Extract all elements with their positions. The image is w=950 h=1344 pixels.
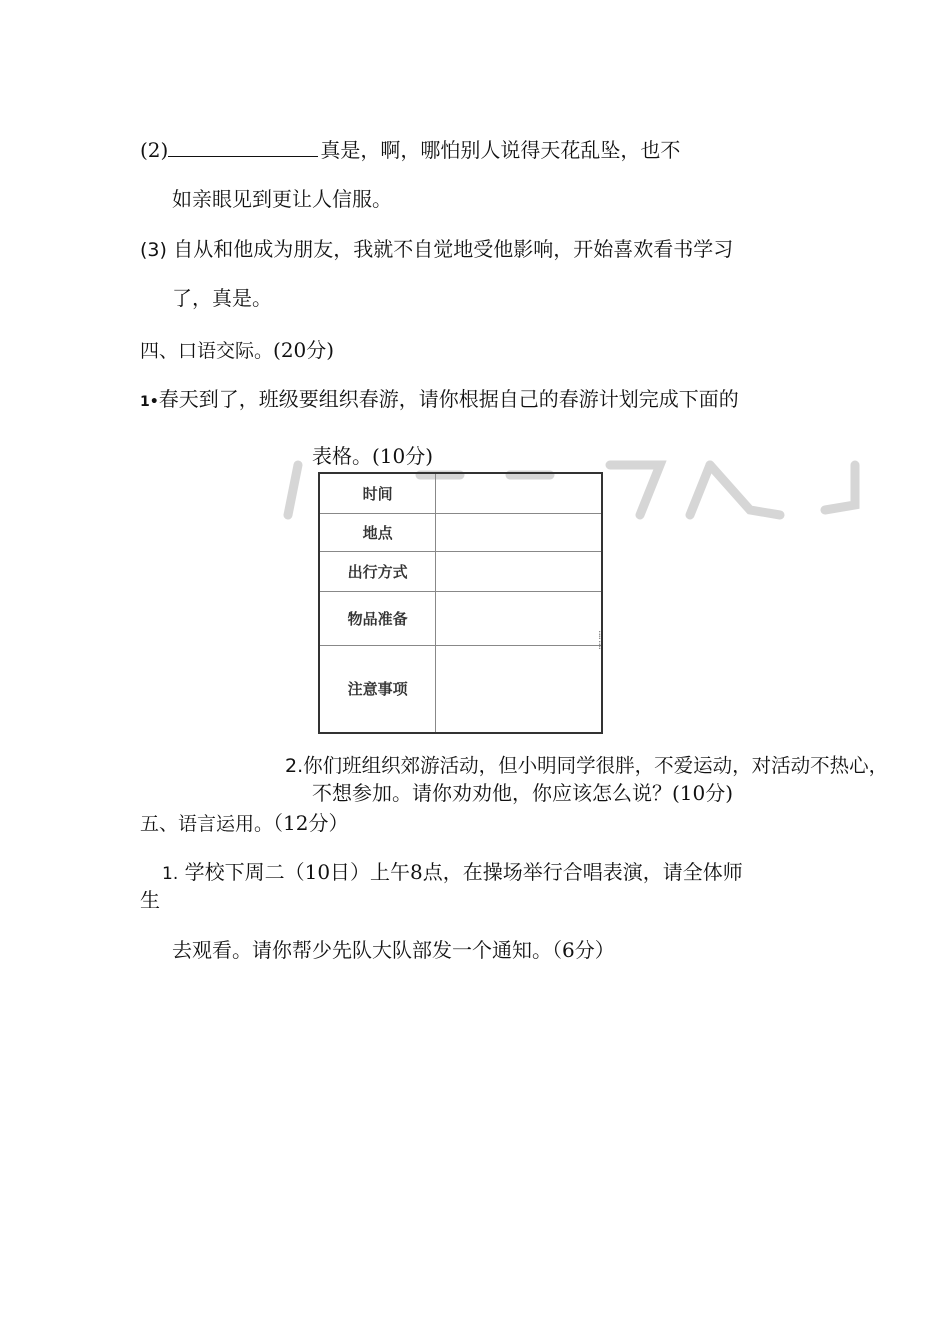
question-2-number: (2) (140, 138, 169, 162)
section-4-score: (20分) (273, 338, 335, 362)
question-2-line-1 (140, 136, 680, 164)
answer-blank[interactable] (168, 138, 318, 157)
table-row (319, 645, 602, 733)
question-2-text: 真是，啊，哪怕别人说得天花乱坠，也不 (320, 138, 681, 162)
section-5-heading (140, 809, 348, 838)
s5-question-1-text: 学校下周二（10日）上午8点，在操场举行合唱表演，请全体师 (184, 860, 743, 884)
cell-supplies[interactable] (436, 591, 602, 645)
section-5-title: 五、语言运用。 (140, 813, 274, 835)
cell-time[interactable] (436, 473, 602, 513)
question-3-text: 自从和他成为朋友，我就不自觉地受他影响，开始喜欢看书学习 (173, 237, 734, 261)
s5-question-1-number: 1. (162, 864, 179, 884)
cell-place[interactable] (436, 513, 602, 551)
row-label-transport: 出行方式 (319, 551, 436, 591)
scan-mark: ⁞ ⁞ (598, 628, 602, 652)
s4-question-1-line-2: 表格。(10分) (312, 444, 434, 468)
row-label-place: 地点 (319, 513, 436, 551)
section-4-title: 四、口语交际。 (140, 340, 274, 362)
question-2-line-2: 如亲眼见到更让人信服。 (172, 187, 392, 211)
spring-outing-plan-table (318, 472, 603, 734)
table-row (319, 591, 602, 645)
row-label-notes: 注意事项 (319, 645, 436, 733)
section-4-heading (140, 336, 334, 365)
question-3-number: (3) (140, 239, 167, 261)
s5-question-1-line-2: 去观看。请你帮少先队大队部发一个通知。（6分） (172, 938, 615, 962)
table-row (319, 551, 602, 591)
s5-question-1-line-1 (162, 858, 743, 888)
s4-question-2-text: 你们班组织郊游活动，但小明同学很胖，不爱运动，对活动不热心， (303, 754, 889, 777)
row-label-supplies: 物品准备 (319, 591, 436, 645)
question-3-line-1 (140, 235, 733, 264)
table-row (319, 473, 602, 513)
s4-question-2-line-2: 不想参加。请你劝劝他，你应该怎么说？(10分) (312, 781, 734, 805)
s5-question-1-wrap: 生 (140, 888, 160, 912)
s4-question-2-number: 2. (285, 755, 304, 777)
cell-transport[interactable] (436, 551, 602, 591)
table-row (319, 513, 602, 551)
s4-question-1-number: 1• (140, 394, 159, 410)
cell-notes[interactable] (436, 645, 602, 733)
s4-question-2-line-1 (285, 752, 888, 780)
s4-question-1-line-1 (140, 385, 739, 416)
row-label-time: 时间 (319, 473, 436, 513)
s4-question-1-text: 春天到了，班级要组织春游，请你根据自己的春游计划完成下面的 (158, 387, 739, 411)
question-3-line-2: 了，真是。 (172, 286, 272, 310)
section-5-score: （12分） (273, 811, 349, 835)
